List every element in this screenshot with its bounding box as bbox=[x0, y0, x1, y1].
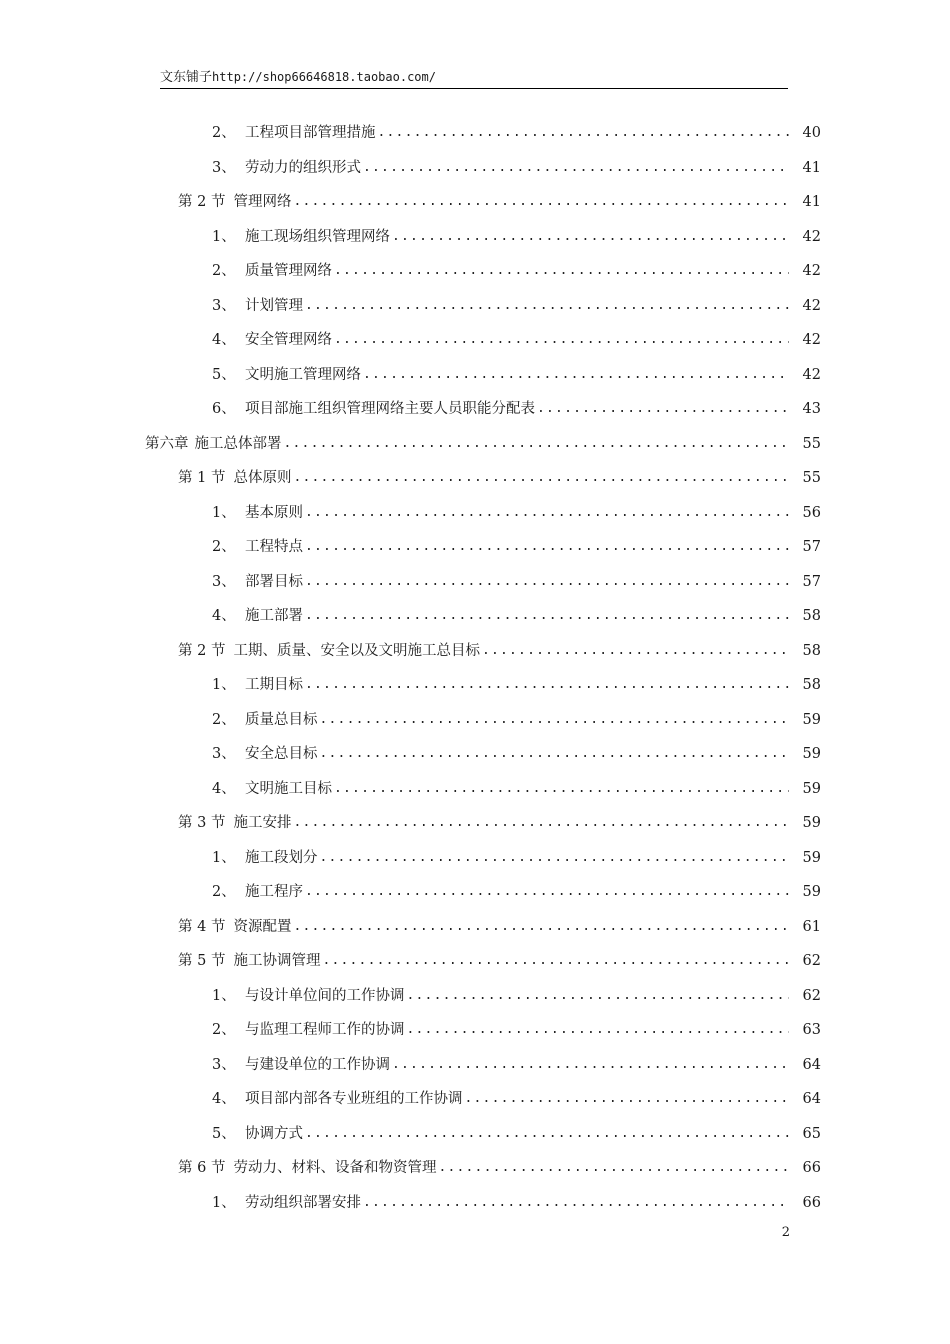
toc-entry-page: 66 bbox=[802, 1194, 821, 1211]
toc-entry-page: 42 bbox=[802, 228, 821, 245]
toc-entry-number: 第 6 节 bbox=[178, 1160, 226, 1176]
toc-entry-title: 文明施工目标 bbox=[245, 780, 332, 797]
dot-leader bbox=[305, 875, 789, 910]
toc-entry[interactable] bbox=[0, 1186, 950, 1221]
toc-entry-page: 42 bbox=[802, 263, 821, 279]
toc-entry[interactable] bbox=[0, 392, 950, 427]
dot-leader bbox=[305, 496, 789, 531]
toc-entry-page: 63 bbox=[802, 1022, 821, 1038]
dot-leader bbox=[482, 634, 789, 669]
toc-entry[interactable] bbox=[0, 323, 950, 358]
dot-leader bbox=[334, 323, 789, 358]
toc-entry-number: 3、 bbox=[212, 746, 236, 762]
toc-entry-page: 59 bbox=[802, 711, 821, 728]
toc-entry-title: 安全总目标 bbox=[245, 746, 318, 762]
dot-leader bbox=[322, 944, 789, 979]
toc-entry[interactable] bbox=[0, 496, 950, 531]
toc-entry[interactable] bbox=[0, 1117, 950, 1152]
toc-entry[interactable] bbox=[0, 220, 950, 255]
toc-entry-page: 42 bbox=[802, 297, 821, 314]
dot-leader bbox=[320, 737, 790, 772]
toc-entry-number: 2、 bbox=[212, 125, 236, 141]
toc-entry-page: 58 bbox=[802, 608, 821, 624]
toc-entry-title: 项目部内部各专业班组的工作协调 bbox=[245, 1091, 463, 1107]
toc-entry-number: 2、 bbox=[212, 1022, 236, 1038]
toc-entry[interactable] bbox=[0, 1082, 950, 1117]
toc-entry-title: 计划管理 bbox=[245, 297, 303, 314]
toc-entry-number: 第 4 节 bbox=[178, 918, 226, 935]
toc-entry-number: 2、 bbox=[212, 263, 236, 279]
toc-entry-page: 57 bbox=[802, 539, 821, 555]
toc-entry-number: 3、 bbox=[212, 573, 236, 590]
toc-entry-title: 与建设单位的工作协调 bbox=[245, 1056, 390, 1073]
toc-entry-title: 劳动力的组织形式 bbox=[245, 159, 361, 176]
dot-leader bbox=[334, 772, 789, 807]
toc-entry-title: 施工程序 bbox=[245, 884, 303, 900]
toc-entry[interactable] bbox=[0, 1048, 950, 1083]
toc-entry-page: 43 bbox=[802, 401, 821, 417]
footer-page-number: 2 bbox=[781, 1225, 790, 1240]
toc-entry-title: 质量管理网络 bbox=[245, 263, 332, 279]
dot-leader bbox=[363, 1186, 789, 1221]
toc-entry-title: 协调方式 bbox=[245, 1125, 303, 1142]
toc-entry-number: 第六章 bbox=[145, 435, 189, 452]
toc-entry[interactable] bbox=[0, 875, 950, 910]
toc-entry[interactable] bbox=[0, 116, 950, 151]
dot-leader bbox=[293, 910, 789, 945]
dot-leader bbox=[407, 979, 790, 1014]
toc-entry-number: 3、 bbox=[212, 297, 236, 314]
toc-entry-number: 第 3 节 bbox=[178, 815, 226, 831]
table-of-contents bbox=[0, 116, 950, 1220]
toc-entry[interactable] bbox=[0, 1151, 950, 1186]
dot-leader bbox=[305, 530, 789, 565]
toc-entry-number: 4、 bbox=[212, 1091, 236, 1107]
toc-entry-number: 第 2 节 bbox=[178, 194, 226, 210]
toc-entry-page: 58 bbox=[802, 677, 821, 693]
toc-entry-number: 第 2 节 bbox=[178, 642, 226, 659]
toc-entry-title: 施工现场组织管理网络 bbox=[245, 228, 390, 245]
toc-entry-title: 部署目标 bbox=[245, 573, 303, 590]
dot-leader bbox=[305, 1117, 789, 1152]
toc-entry[interactable] bbox=[0, 289, 950, 324]
dot-leader bbox=[293, 185, 789, 220]
toc-entry-page: 64 bbox=[802, 1091, 821, 1107]
toc-entry-number: 1、 bbox=[212, 1194, 236, 1211]
toc-entry[interactable] bbox=[0, 979, 950, 1014]
toc-entry-title: 与设计单位间的工作协调 bbox=[245, 987, 405, 1004]
toc-entry-title: 劳动力、材料、设备和物资管理 bbox=[233, 1160, 437, 1176]
toc-entry-title: 劳动组织部署安排 bbox=[245, 1194, 361, 1211]
toc-entry[interactable] bbox=[0, 530, 950, 565]
toc-entry[interactable] bbox=[0, 944, 950, 979]
toc-entry-number: 2、 bbox=[212, 884, 236, 900]
toc-entry-page: 42 bbox=[802, 366, 821, 383]
toc-entry[interactable] bbox=[0, 427, 950, 462]
toc-entry[interactable] bbox=[0, 185, 950, 220]
dot-leader bbox=[320, 841, 790, 876]
toc-entry-number: 3、 bbox=[212, 1056, 236, 1073]
toc-entry-page: 62 bbox=[802, 987, 821, 1004]
toc-entry[interactable] bbox=[0, 703, 950, 738]
toc-entry-number: 5、 bbox=[212, 1125, 236, 1142]
dot-leader bbox=[363, 151, 789, 186]
toc-entry-page: 59 bbox=[802, 849, 821, 866]
page-header bbox=[160, 68, 788, 89]
dot-leader bbox=[363, 358, 789, 393]
toc-entry-number: 第 5 节 bbox=[178, 953, 226, 969]
toc-entry-page: 62 bbox=[802, 953, 821, 969]
toc-entry[interactable] bbox=[0, 806, 950, 841]
toc-entry-number: 2、 bbox=[212, 711, 236, 728]
header-brand: 文东铺子 bbox=[160, 70, 213, 85]
toc-entry-page: 59 bbox=[802, 815, 821, 831]
dot-leader bbox=[284, 427, 790, 462]
toc-entry-title: 安全管理网络 bbox=[245, 332, 332, 348]
toc-entry[interactable] bbox=[0, 668, 950, 703]
toc-entry-title: 工期、质量、安全以及文明施工总目标 bbox=[233, 642, 480, 659]
dot-leader bbox=[392, 220, 789, 255]
dot-leader bbox=[305, 599, 789, 634]
toc-entry-title: 工期目标 bbox=[245, 677, 303, 693]
toc-entry-page: 41 bbox=[802, 159, 821, 176]
header-url[interactable]: http://shop66646818.taobao.com/ bbox=[212, 70, 436, 84]
toc-entry-number: 3、 bbox=[212, 159, 236, 176]
toc-entry-number: 1、 bbox=[212, 987, 236, 1004]
toc-entry[interactable] bbox=[0, 841, 950, 876]
toc-entry[interactable] bbox=[0, 151, 950, 186]
toc-entry[interactable] bbox=[0, 254, 950, 289]
toc-entry-number: 1、 bbox=[212, 504, 236, 521]
toc-entry-number: 4、 bbox=[212, 608, 236, 624]
toc-entry-page: 59 bbox=[802, 884, 821, 900]
toc-entry-number: 第 1 节 bbox=[178, 470, 226, 486]
toc-entry-page: 59 bbox=[802, 780, 821, 797]
toc-entry-title: 工程特点 bbox=[245, 539, 303, 555]
toc-entry-page: 65 bbox=[802, 1125, 821, 1142]
dot-leader bbox=[320, 703, 790, 738]
toc-entry-title: 总体原则 bbox=[233, 470, 292, 486]
toc-entry-title: 施工总体部署 bbox=[194, 435, 282, 452]
toc-entry-number: 1、 bbox=[212, 677, 236, 693]
toc-entry-title: 项目部施工组织管理网络主要人员职能分配表 bbox=[245, 401, 535, 417]
toc-entry-page: 64 bbox=[802, 1056, 821, 1073]
toc-entry-number: 4、 bbox=[212, 332, 236, 348]
toc-entry[interactable] bbox=[0, 737, 950, 772]
toc-entry-page: 57 bbox=[802, 573, 821, 590]
dot-leader bbox=[305, 289, 789, 324]
toc-entry-page: 40 bbox=[802, 125, 821, 141]
toc-entry-title: 质量总目标 bbox=[245, 711, 318, 728]
dot-leader bbox=[293, 461, 789, 496]
dot-leader bbox=[392, 1048, 789, 1083]
toc-entry-number: 2、 bbox=[212, 539, 236, 555]
dot-leader bbox=[293, 806, 789, 841]
toc-entry-title: 施工段划分 bbox=[245, 849, 318, 866]
toc-entry-page: 55 bbox=[802, 470, 821, 486]
toc-entry[interactable] bbox=[0, 1013, 950, 1048]
toc-entry[interactable] bbox=[0, 772, 950, 807]
toc-entry-page: 56 bbox=[802, 504, 821, 521]
toc-entry[interactable] bbox=[0, 910, 950, 945]
toc-entry-number: 1、 bbox=[212, 228, 236, 245]
toc-entry-title: 工程项目部管理措施 bbox=[245, 125, 376, 141]
toc-entry-title: 施工部署 bbox=[245, 608, 303, 624]
dot-leader bbox=[537, 392, 789, 427]
toc-entry-number: 6、 bbox=[212, 401, 236, 417]
toc-entry-title: 基本原则 bbox=[245, 504, 303, 521]
dot-leader bbox=[465, 1082, 790, 1117]
dot-leader bbox=[378, 116, 790, 151]
toc-entry-title: 管理网络 bbox=[233, 194, 292, 210]
toc-entry[interactable] bbox=[0, 634, 950, 669]
dot-leader bbox=[438, 1151, 789, 1186]
dot-leader bbox=[305, 565, 789, 600]
toc-entry-page: 59 bbox=[802, 746, 821, 762]
toc-entry-title: 文明施工管理网络 bbox=[245, 366, 361, 383]
toc-entry-number: 4、 bbox=[212, 780, 236, 797]
toc-entry[interactable] bbox=[0, 358, 950, 393]
toc-entry[interactable] bbox=[0, 599, 950, 634]
toc-entry-page: 66 bbox=[802, 1160, 821, 1176]
toc-entry-page: 42 bbox=[802, 332, 821, 348]
toc-entry-number: 5、 bbox=[212, 366, 236, 383]
dot-leader bbox=[407, 1013, 790, 1048]
toc-entry-title: 资源配置 bbox=[233, 918, 292, 935]
toc-entry-title: 施工协调管理 bbox=[233, 953, 321, 969]
toc-entry-title: 施工安排 bbox=[233, 815, 292, 831]
dot-leader bbox=[334, 254, 789, 289]
toc-entry-title: 与监理工程师工作的协调 bbox=[245, 1022, 405, 1038]
toc-entry-page: 61 bbox=[802, 918, 821, 935]
toc-entry-page: 58 bbox=[802, 642, 821, 659]
dot-leader bbox=[305, 668, 789, 703]
toc-entry[interactable] bbox=[0, 461, 950, 496]
toc-entry-page: 41 bbox=[802, 194, 821, 210]
toc-entry[interactable] bbox=[0, 565, 950, 600]
toc-entry-number: 1、 bbox=[212, 849, 236, 866]
toc-entry-page: 55 bbox=[802, 435, 821, 452]
